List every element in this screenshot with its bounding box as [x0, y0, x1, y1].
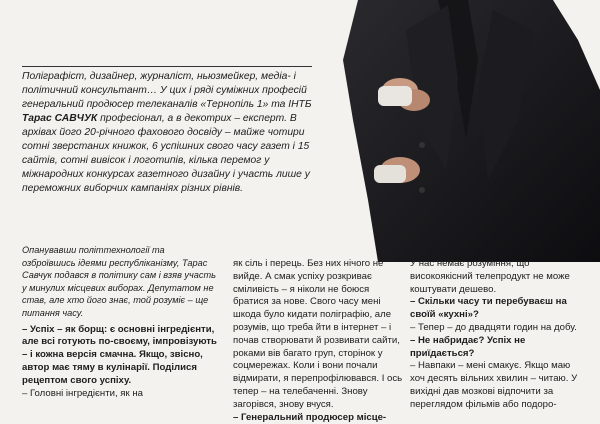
- question-1: – Успіх – як борщ: є основні інгредієнти, але всі готують по-своєму, імпровізують – і кожна версія смачна. Якщо, звісно, автор має тяму в кулінарії. Поділися рецептом свого успіху.: [22, 323, 217, 386]
- text-column-2: [233, 258, 403, 424]
- question-2: – Генеральний продюсер місце-: [233, 411, 387, 423]
- lede-paragraph: Опанувавши політтехнології та озброївшись ідеями республіканізму, Тарас Савчук подався в політику сам і взяв участь у минулих місцевих виборах. Депутатом не став, але хто його знає, той розуміє – ще питання часу.: [22, 245, 216, 318]
- answer-3: – Тепер – до двадцяти годин на добу.: [410, 321, 577, 333]
- text-column-3: [410, 258, 582, 412]
- text-column-1: [22, 244, 218, 400]
- intro-paragraph: [22, 70, 322, 196]
- intro-text-part1: Поліграфіст, дизайнер, журналіст, ньюзмейкер, медіа- і політичний консультант… У цих і ряді суміжних професій генеральний продюсер телеканалів «Тернопіль 1» та ІНТБ: [22, 71, 312, 110]
- person-name: Тарас САВЧУК: [22, 113, 98, 124]
- answer-1: – Головні інгредієнти, як на: [22, 387, 143, 399]
- column-2-text: як сіль і перець. Без них нічого не вийде. А смак успіху розкриває сміливість – я ніколи не боюся братися за нове. Свого часу мені шкода було кидати поліграфію, але розумів, що треба йти в інтернет – і почав створювати й розвивати сайти, роками вів багато груп, сторінок у соцмережах. Коли і вони почали відмирати, я перепрофілювався. І ось тепер – на телебаченні. Знову загорівся, знову вчуся.: [233, 258, 403, 410]
- intro-text-part2: професіонал, а в декотрих – експерт. В архівах його 20-річного фахового досвіду – майже чотири сотні зверстаних книжок, 6 успішних свого часу газет і 15 сайтів, сотні вивісок і логотипів, кілька перемог у міжнародних конкурсах газетного дизайну і участь лише у переможних виборчих кампаніях різних рівнів.: [22, 113, 310, 194]
- column-3-text: У нас немає розуміння, що високоякісний телепродукт не може коштувати дешево.: [410, 258, 570, 295]
- question-4: – Не набридає? Успіх не приїдається?: [410, 334, 526, 359]
- answer-4: – Навпаки – мені смакує. Якщо маю хоч десять вільних хвилин – читаю. У вихідні дав мозкові відпочити за переглядом фільмів або подоро-: [410, 360, 578, 410]
- divider-line: [22, 66, 312, 67]
- man-in-suit-illustration: [318, 0, 600, 262]
- portrait-photo: [318, 0, 600, 262]
- question-3: – Скільки часу ти перебуваєш на своїй «кухні»?: [410, 296, 567, 321]
